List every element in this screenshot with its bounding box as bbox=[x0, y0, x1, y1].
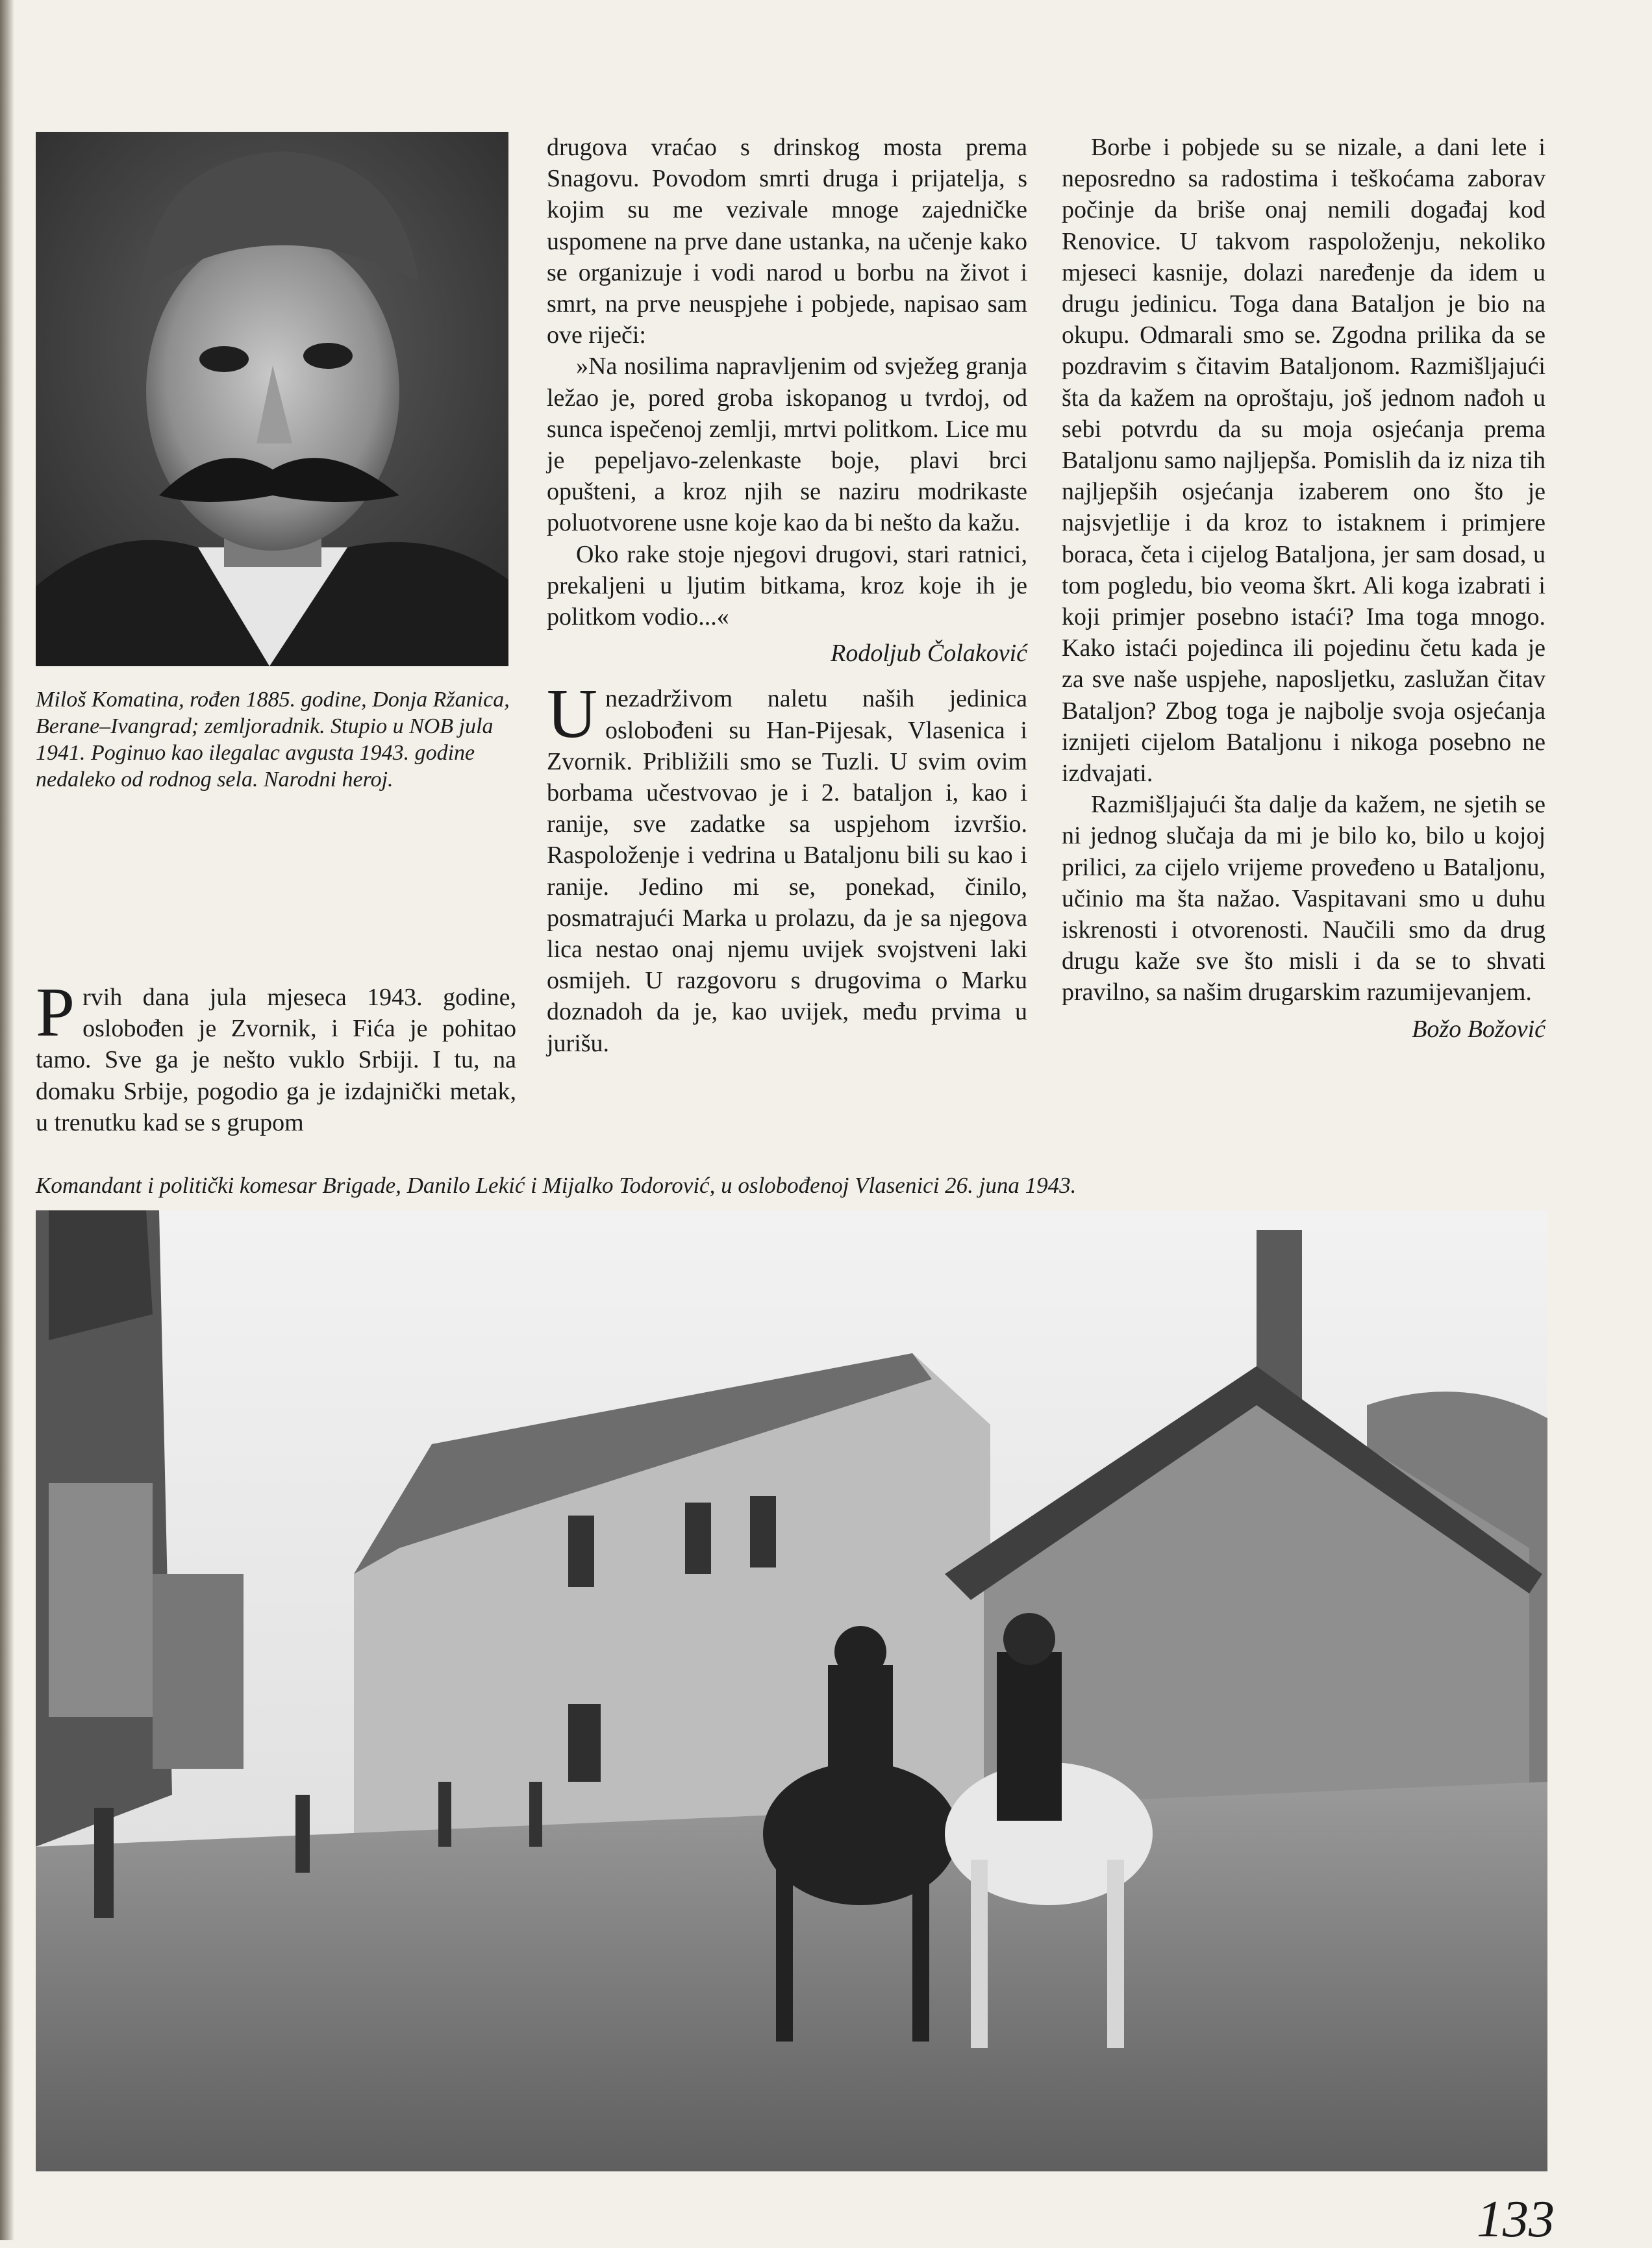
column-1 bbox=[36, 974, 516, 1138]
portrait-caption: Miloš Komatina, rođen 1885. godine, Donja Ržanica, Berane–Ivangrad; zemljoradnik. Stupio u NOB jula 1941. Poginuo kao ilegalac avgusta 1943. godine nedaleko od rodnog sela. Narodni heroj. bbox=[36, 688, 510, 792]
page-spine-shadow bbox=[0, 0, 14, 2240]
dropcap: P bbox=[36, 974, 75, 1051]
quote-paragraph: Oko rake stoje njegovi drugovi, stari ratnici, prekaljeni u ljutim bitkama, kroz koje ih je politkom vodio...« bbox=[547, 540, 1027, 631]
street-photo bbox=[36, 1210, 1547, 2171]
paragraph: Borbe i pobjede su se nizale, a dani lete i neposredno sa radostima i teškoćama zaborav počinje da briše onaj nemili događaj kod Renovice. U takvom raspoloženju, nekoliko mjeseci kasnije, dolazi naređenje da idem u drugu jedinicu. Toga dana Bataljon je bio na okupu. Odmarali smo se. Zgodna prilika da se pozdravim s čitavim Bataljonom. Razmišljajući šta da kažem na oproštaju, još jednom nađoh u sebi potvrdu da su moja osjećanja prema Bataljonu samo najljepša. Pomislih da iz niza tih najljepših osjećanja izaberem ono što je najsvjetlije i da kroz to istaknem i primjere boraca, četa i cijelog Bataljona, jer sam dosad, u tom pogledu, bio veoma škrt. Ali koga izabrati i koji primjer posebno istaći? Ima toga mnogo. Kako istaći pojedinca ili pojedinu četu kada je za sve naše uspjehe, naposljetku, zaslužan čitav Bataljon? Zbog toga je najbolje svoja osjećanja iznijeti cijelom Bataljonu i nikoga posebno ne izdvajati. bbox=[1062, 134, 1546, 788]
column-3 bbox=[1062, 132, 1546, 1045]
dropcap: U bbox=[547, 675, 597, 753]
signature: Rodoljub Čolaković bbox=[831, 640, 1027, 668]
quote-paragraph: »Na nosilima napravljenim od svježeg granja ležao je, pored groba iskopanog u tvrdoj, od sunca ispečenoj zemlji, mrtvi politkom. Lice mu je pepeljavo-zelenkaste boje, plavi brci opušteni, a kroz njih se naziru modrikaste poluotvorene usne koje kao da bi nešto da kažu. bbox=[547, 353, 1027, 537]
paragraph: nezadrživom naletu naših jedinica oslobođeni su Han-Pijesak, Vlasenica i Zvornik. Približili smo se Tuzli. U svim ovim borbama učestvovao je i 2. bataljon i, kao i ranije, sve zadatke sa uspjehom izvršio. Raspoloženje i vedrina u Bataljonu bili su kao i ranije. Jedino mi se, ponekad, činilo, posmatrajući Marka u prolazu, da je sa njegova lica nestao onaj njemu uvijek svojstveni laki osmijeh. U razgovoru s drugovima o Marku doznadoh da je, kao uvijek, među prvima u jurišu. bbox=[547, 685, 1027, 1057]
paragraph: Razmišljajući šta dalje da kažem, ne sjetih se ni jednog slučaja da mi je bilo ko, bilo u kojoj prilici, za cijelo vrijeme proveđeno u Bataljonu, učinio ma šta nažao. Vaspitavani smo u duhu iskrenosti i otvorenosti. Naučili smo da drug drugu kaže sve što misli i da se to shvati pravilno, sa našim drugarskim razumijevanjem. bbox=[1062, 791, 1546, 1006]
paragraph: rvih dana jula mjeseca 1943. godine, oslobođen je Zvornik, i Fića je pohitao tamo. Sve ga je nešto vuklo Srbiji. I tu, na domaku Srbije, pogodio ga je izdajnički metak, u trenutku kad se s grupom bbox=[36, 984, 516, 1136]
portrait-photo bbox=[36, 132, 508, 666]
column-2 bbox=[547, 132, 1027, 1059]
paragraph: drugova vraćao s drinskog mosta prema Snagovu. Povodom smrti druga i prijatelja, s kojim su me vezivale mnoge zajedničke uspomene na prve dane ustanka, na učenje kako se organizuje i vodi narod u borbu na život i smrt, na prve neuspjehe i pobjede, napisao sam ove riječi: bbox=[547, 134, 1027, 349]
photo-caption: Komandant i politički komesar Brigade, Danilo Lekić i Mijalko Todorović, u oslobođenoj Vlasenici 26. juna 1943. bbox=[36, 1173, 1077, 1198]
page-number: 133 bbox=[1477, 2191, 1555, 2248]
signature: Božo Božović bbox=[1412, 1015, 1546, 1043]
